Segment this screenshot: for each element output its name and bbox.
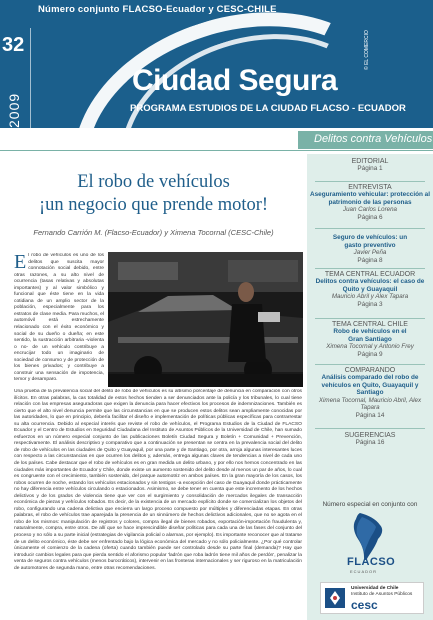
toc-author: Juan Carlos Lorena bbox=[342, 206, 397, 214]
toc-divider bbox=[315, 364, 425, 365]
article-title-line1: El robo de vehículos bbox=[77, 172, 230, 192]
publication-subtitle: PROGRAMA ESTUDIOS DE LA CIUDAD FLACSO - ECUADOR bbox=[130, 103, 406, 114]
toc-page: Página 1 bbox=[357, 165, 383, 172]
toc-author: Ximena Tocornal y Antonio Frey bbox=[326, 343, 414, 351]
toc-section: TEMA CENTRAL ECUADOR bbox=[324, 271, 416, 278]
toc-section: COMPARANDO bbox=[344, 367, 396, 374]
publication-title: Ciudad Segura bbox=[132, 64, 338, 97]
toc-author: Javier Peña bbox=[353, 249, 387, 257]
cesc-logo bbox=[320, 582, 424, 614]
toc-section: TEMA CENTRAL CHILE bbox=[332, 321, 408, 328]
toc-item-comparando[interactable] bbox=[307, 367, 433, 419]
article-body-text bbox=[14, 389, 302, 619]
toc-title: Aseguramiento vehicular: protección al patrimonio de las personas bbox=[309, 191, 431, 206]
toc-divider bbox=[315, 318, 425, 319]
toc-author: Mauricio Abril y Alex Tapara bbox=[331, 293, 409, 301]
flacso-name: FLACSO bbox=[347, 556, 396, 568]
toc-item-entrevista[interactable] bbox=[307, 184, 433, 221]
toc-page: Página 9 bbox=[357, 350, 383, 358]
toc-author: Ximena Tocornal, Mauricio Abril, Alex Tapara bbox=[318, 396, 422, 412]
issue-block bbox=[0, 28, 30, 128]
body-paragraph: Una prueba de la prevalencia social del delito de robo de vehículos es su altísimo porcentaje de denuncia en comparación con otros ilícitos. En otras palabras, la cas totalidad de estos hechos tienden a ser denunciados ante la policía y los tribunales, lo cual tiene relación con las empresas aseguradoras que exigen la denuncia para hacer efectivos los procesos de indemnizaciones. También es cierto que el alto nivel denuncia permite que las circunstancias en que se producen estos delitos sean ampliamente conocidas por las autoridades, lo que en principio, debería facilitar el diseño e implementación de políticas públicas específicas para contrarrestar su alta ocurrencia. Debido al especial interés que reviste el robo de vehículos, el Programa Estudios de la Ciudad de FLACSO Ecuador y el Centro de Estudios en Seguridad Ciudadana del Instituto de Asuntos Públicos de la Universidad de Chile, han sumado esfuerzos en un número especial conjunto de las publicaciones Boletín Ciudad Segura y Boletín + Comunidad + Prevención, respectivamente. El análisis descriptivo y comparativo que a continuación se presentan se centra en la prevalencia social del delito de robo de vehículos en las ciudades de Quito y Guayaquil, por una parte y de Santiago, por otra, arroja algunas interesantes luces con respecto a las circunstancias en que ocurren los delitos y, además, entrega algunas claves de tendencias a nivel de cada uno de los países. Cabe destacar que el robo de vehículos es en gran medida un delito urbano, y por ello nos hemos concentrado en las ciudades más importantes de Ecuador y Chile, donde existe un aumento sostenido del delito desde al menos un par de años, lo cual es congruente con el crecimiento, también sostenido, del parque automotriz en ambos países. En la gran mayoría de los casos, los robos ocurren de noche, estando los vehículos estacionados y sin testigos -a excepción del caso de Guayaquil donde prácticamente no hay diferencia entre vehículos circulando o estacionados. Asimismo, se debe tener en cuenta que este incremento de los hechos delictivos y de los grados de violencia tiene que ver con el surgimiento y consolidación de mercados ilegales de transacción económica de piezas y vehículos robados. Es decir, de la existencia de un mercado explícito donde se comercializan los objetos del robo, configurando una cadena delictiva que encierra un largo proceso compuesto por múltiples y diferenciadas etapas. En otras palabras, el robo de vehículos trae aparejada la presencia de un sinnúmero de hechos delictivos adicionales, que no se agota en el robo de los mismos: manipulación de registros y colores, compra ilegal de bienes robados, exportación-importación fraudulenta y, naturalmente, compra, entre otros. De allí que se hace imprescindible diseñar políticas para cada una de las fases del conjunto del proceso y no sólo a su parte inicial (estrategias de vigilancia policial o alarmas, por ejemplo). Es importante reconocer que al tratarse de un delito económico, éste debe ser enfrentado bajo la lógica económica del mercado y no sólo policialmente. ¿Por qué controlar únicamente el comienzo de la cadena (oferta) cuando también puede ser controlado desde su parte final (demanda)? Hay que introducir cambios legales para que pierda sentido el aforismo popular 'ladrón que roba ladrón tiene mil años de perdón', penalizar la venta de seguros contra vehículos (menos burocráticos), intervenir en las fronteras internacionales y ser riguroso en la matriculación de automotores de segunda mano, entre otras recomendaciones. bbox=[14, 389, 302, 571]
photo-credit: © EL COMERCIO bbox=[364, 30, 370, 70]
drop-cap: E bbox=[14, 253, 27, 273]
article-title bbox=[0, 171, 307, 217]
toc-section: SUGERENCIAS bbox=[344, 432, 396, 439]
article-intro-text bbox=[14, 253, 104, 387]
cesc-institute: Instituto de Asuntos Públicos bbox=[351, 592, 413, 597]
toc-title: Robo de vehículos en el Gran Santiago bbox=[333, 328, 407, 343]
toc-section: ENTREVISTA bbox=[348, 184, 392, 191]
toc-page: Página 8 bbox=[357, 256, 383, 264]
intro-paragraph: l robo de vehículos es uno de los delitos que suscita mayor connotación social debido, entre otras razones, a su alto nivel de ocurrencia (tasas relativas y absolutas importantes) y al valor simbólico y funcional que éste tiene en la vida cotidiana de un amplio sector de la población, especialmente para los estratos de clase media. Para muchos, el automóvil está estrechamente relacionado con el éxito económico y social de su dueño o dueña; en este sentido, la sustracción arbitraria -violenta o no- de un vehículo contribuye a encrucijar todo un imaginario de sociedad de consumo y de protección de los bienes privados; y contribuye a construir una sensación de impotencia, temor y desamparo. bbox=[14, 253, 104, 383]
masthead bbox=[0, 0, 433, 128]
toc-title: Delitos contra vehículos: el caso de Quito y Guayaquil bbox=[315, 278, 425, 293]
cesc-university: Universidad de Chile bbox=[351, 586, 399, 591]
toc-page: Página 6 bbox=[357, 213, 383, 221]
toc-divider bbox=[315, 181, 425, 182]
issue-divider bbox=[30, 28, 31, 128]
toc-title: Análisis comparado del robo de vehículos en Quito, Guayaquil y Santiago bbox=[321, 374, 419, 397]
university-crest-icon bbox=[323, 586, 347, 610]
section-label: Delitos contra Vehículos bbox=[298, 131, 433, 149]
cesc-wordmark: cesc bbox=[351, 598, 378, 612]
article-byline: Fernando Carrión M. (Flacso-Ecuador) y Ximena Tocornal (CESC-Chile) bbox=[33, 228, 274, 237]
toc-page: Página 3 bbox=[357, 300, 383, 308]
special-issue-note: Número especial en conjunto con bbox=[322, 501, 418, 508]
toc-item-seguro[interactable] bbox=[307, 234, 433, 264]
toc-page: Página 16 bbox=[355, 439, 385, 446]
toc-divider bbox=[315, 228, 425, 229]
toc-divider bbox=[315, 268, 425, 269]
toc-item-ecuador[interactable] bbox=[307, 271, 433, 308]
toc-title: Seguro de vehículos: un gasto preventivo bbox=[332, 234, 408, 249]
issue-year: 2009 bbox=[6, 92, 22, 128]
article-photo bbox=[108, 252, 303, 387]
toc-divider bbox=[315, 428, 425, 429]
toc-page: Página 14 bbox=[355, 411, 385, 419]
toc-section: EDITORIAL bbox=[351, 158, 389, 165]
article-title-line2: ¡un negocio que prende motor! bbox=[38, 195, 269, 215]
toc-item-sugerencias[interactable] bbox=[307, 432, 433, 447]
issue-number: 32 bbox=[2, 34, 25, 56]
car-theft-photo bbox=[108, 252, 303, 387]
flacso-country: ECUADOR bbox=[350, 569, 378, 574]
toc-item-editorial[interactable] bbox=[307, 158, 433, 173]
toc-item-chile[interactable] bbox=[307, 321, 433, 358]
article-column bbox=[0, 151, 307, 620]
joint-issue-note: Número conjunto FLACSO-Ecuador y CESC-CHILE bbox=[38, 4, 277, 15]
